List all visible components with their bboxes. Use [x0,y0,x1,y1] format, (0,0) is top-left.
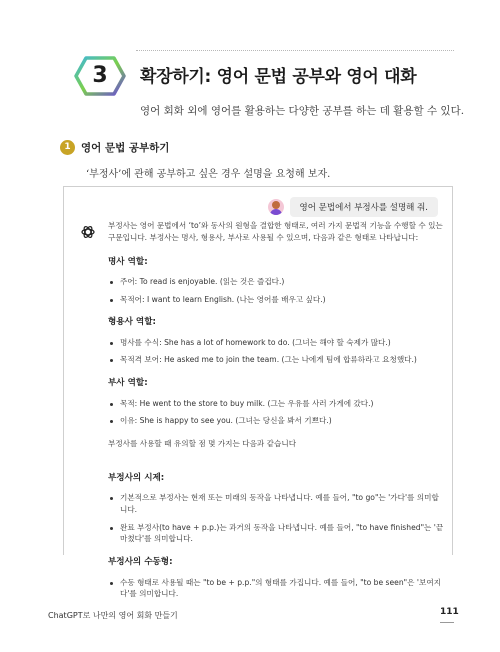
user-avatar-icon [268,199,284,215]
list-item: 이유: She is happy to see you. (그녀는 당신을 봐서 기쁘다.) [108,415,444,427]
passive-heading: 부정사의 수동형: [108,557,173,568]
assistant-answer [108,220,444,611]
notice-text: 부정사를 사용할 때 유의할 점 몇 가지는 다음과 같습니다 [108,439,297,449]
section-heading [60,140,169,155]
list-item: 명사를 수식: She has a lot of homework to do. (그녀는 해야 할 숙제가 많다.) [108,337,444,349]
chapter-title: 확장하기: 영어 문법 공부와 영어 대화 [140,67,417,87]
list-item: 주어: To read is enjoyable. (읽는 것은 즐겁다.) [108,276,444,288]
list-item: 목적: He went to the store to buy milk. (그는 우유를 사러 가게에 갔다.) [108,398,444,410]
openai-logo-icon [80,224,96,240]
passive-list [108,577,444,601]
page-number: 111 [440,607,459,617]
footer-book-title: ChatGPT로 나만의 영어 회화 만들기 [48,611,178,620]
chat-screenshot [63,186,453,599]
footer-rule [440,622,454,623]
list-item: 기본적으로 부정사는 현재 또는 미래의 동작을 나타냅니다. 예를 들어, "to go"는 '가다'를 의미합니다. [108,492,444,516]
top-dotted-rule [136,50,454,51]
noun-role-list [108,276,444,306]
section-title: 영어 문법 공부하기 [81,142,170,154]
tense-list [108,492,444,545]
adjective-role-list [108,337,444,367]
chapter-intro: 영어 회화 외에 영어를 활용하는 다양한 공부를 하는 데 활용할 수 있다. [140,105,465,117]
noun-role-heading: 명사 역할: [108,256,148,267]
adverb-role-heading: 부사 역할: [108,378,148,389]
section-number: 1 [60,140,75,155]
list-item: 수동 형태로 사용될 때는 "to be + p.p."의 형태를 가집니다. 예를 들어, "to be seen"은 '보여지다'를 의미합니다. [108,577,444,601]
chapter-number: 3 [92,63,108,88]
answer-intro: 부정사는 영어 문법에서 ‘to’와 동사의 원형을 결합한 형태로, 여러 가지 문법적 기능을 수행할 수 있는 구문입니다. 부정사는 명사, 형용사, 부사로 사용될 수 있으며, 다음과 같은 형태로 나타납니다: [108,221,443,242]
chapter-number-badge [74,56,126,96]
tense-heading: 부정사의 시제: [108,472,165,483]
list-item: 목적격 보어: He asked me to join the team. (그는 나에게 팀에 합류하라고 요청했다.) [108,354,444,366]
adverb-role-list [108,398,444,428]
user-message-text: 영어 문법에서 부정사를 설명해 줘. [290,197,438,217]
list-item: 완료 부정사(to have + p.p.)는 과거의 동작을 나타냅니다. 예를 들어, "to have finished"는 '끝마쳤다'를 의미합니다. [108,522,444,546]
list-item: 목적어: I want to learn English. (나는 영어를 배우고 싶다.) [108,294,444,306]
adjective-role-heading: 형용사 역할: [108,317,156,328]
prompt-description: ‘부정사’에 관해 공부하고 싶은 경우 설명을 요청해 보자. [86,169,331,180]
user-message [268,197,438,217]
